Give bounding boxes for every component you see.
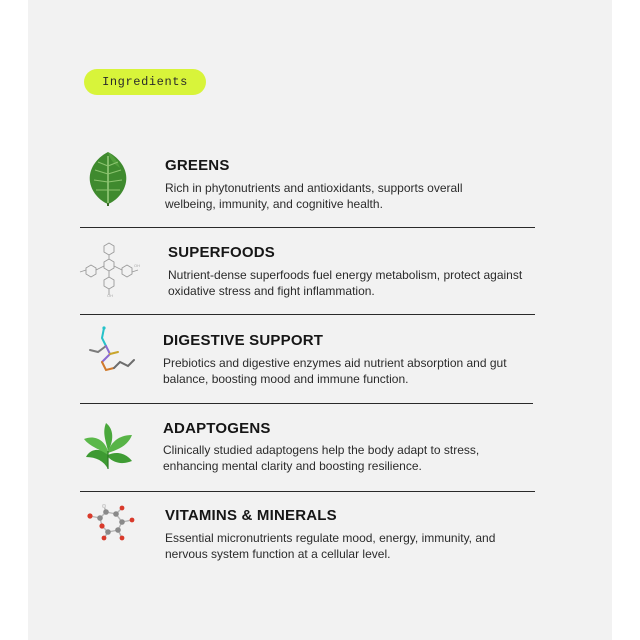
ingredient-title-vitamins-minerals: VITAMINS & MINERALS xyxy=(165,507,337,524)
ingredient-description-greens: Rich in phytonutrients and antioxidants, supports overall welbeing, immunity, and cognitive health. xyxy=(165,181,463,211)
ingredient-description-digestive-support: Prebiotics and digestive enzymes aid nutrient absorption and gut balance, boosting mood and immune function. xyxy=(163,356,507,386)
svg-text:OH: OH xyxy=(134,263,140,268)
mint-leaves-icon xyxy=(80,421,136,471)
ingredient-title-superfoods: SUPERFOODS xyxy=(168,244,276,261)
ingredients-badge-label: Ingredients xyxy=(102,75,188,89)
ingredient-title-adaptogens: ADAPTOGENS xyxy=(163,420,271,437)
divider xyxy=(80,491,535,492)
divider xyxy=(80,314,535,315)
divider xyxy=(80,403,533,404)
ingredient-title-greens: GREENS xyxy=(165,157,230,174)
ingredient-description-adaptogens: Clinically studied adaptogens help the body adapt to stress, enhancing mental clarity and boosting resilience. xyxy=(163,443,480,473)
svg-text:OH: OH xyxy=(107,293,113,298)
ingredients-badge xyxy=(84,69,206,95)
ingredient-description-superfoods: Nutrient-dense superfoods fuel energy metabolism, protect against oxidative stress and fight inflammation. xyxy=(168,268,523,298)
molecule-structure-icon xyxy=(78,240,140,298)
ball-and-stick-molecule-icon xyxy=(82,504,140,542)
ingredient-title-digestive-support: DIGESTIVE SUPPORT xyxy=(163,332,324,349)
leaf-icon xyxy=(84,150,132,206)
ingredient-description-vitamins-minerals: Essential micronutrients regulate mood, energy, immunity, and nervous system function at a cellular level. xyxy=(165,531,496,561)
enzyme-chain-icon xyxy=(84,324,142,382)
divider xyxy=(80,227,535,228)
